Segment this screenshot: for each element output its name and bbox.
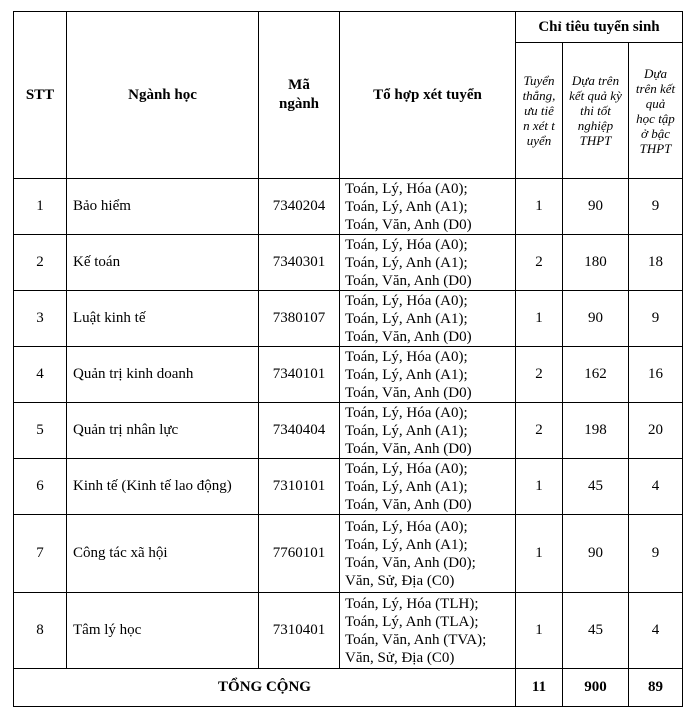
combo-line: Toán, Lý, Anh (A1); (345, 310, 468, 327)
cell-stt: 1 (14, 179, 67, 235)
cell-hoc-ba: 9 (629, 515, 683, 593)
header-stt: STT (14, 12, 67, 179)
cell-ma-nganh: 7310401 (259, 593, 340, 669)
combo-line: Toán, Văn, Anh (D0); (345, 554, 476, 571)
cell-tuyen-thang: 1 (516, 291, 563, 347)
cell-thi-thpt: 45 (563, 459, 629, 515)
combo-line: Văn, Sử, Địa (C0) (345, 572, 455, 589)
cell-stt: 6 (14, 459, 67, 515)
cell-ma-nganh: 7340301 (259, 235, 340, 291)
admission-table-wrapper (13, 11, 683, 707)
cell-ma-nganh: 7310101 (259, 459, 340, 515)
table-row (14, 235, 683, 291)
combo-line: Toán, Văn, Anh (D0) (345, 328, 472, 345)
cell-stt: 3 (14, 291, 67, 347)
total-hoc-ba: 89 (629, 669, 683, 707)
cell-ma-nganh: 7760101 (259, 515, 340, 593)
combo-line: Toán, Lý, Hóa (A0); (345, 404, 468, 421)
cell-tuyen-thang: 2 (516, 235, 563, 291)
combo-line: Toán, Lý, Hóa (A0); (345, 460, 468, 477)
cell-to-hop (340, 459, 516, 515)
cell-ma-nganh: 7340204 (259, 179, 340, 235)
cell-tuyen-thang: 1 (516, 515, 563, 593)
cell-hoc-ba: 4 (629, 459, 683, 515)
cell-tuyen-thang: 1 (516, 593, 563, 669)
cell-stt: 2 (14, 235, 67, 291)
cell-stt: 4 (14, 347, 67, 403)
cell-nganh-hoc: Quản trị kinh doanh (67, 347, 259, 403)
combo-line: Toán, Lý, Anh (A1); (345, 254, 468, 271)
total-row (14, 669, 683, 707)
combo-line: Toán, Lý, Anh (TLA); (345, 613, 479, 630)
header-nganh-hoc: Ngành học (67, 12, 259, 179)
cell-ma-nganh: 7380107 (259, 291, 340, 347)
cell-to-hop (340, 179, 516, 235)
cell-thi-thpt: 198 (563, 403, 629, 459)
cell-to-hop (340, 403, 516, 459)
admission-quota-table (13, 11, 683, 707)
cell-to-hop (340, 291, 516, 347)
cell-stt: 5 (14, 403, 67, 459)
cell-tuyen-thang: 1 (516, 179, 563, 235)
header-tuyen-thang (516, 43, 563, 179)
table-row (14, 515, 683, 593)
header-hoc-ba-label: Dựa trên kết quả học tập ở bậc THPT (635, 65, 676, 156)
cell-hoc-ba: 18 (629, 235, 683, 291)
cell-tuyen-thang: 2 (516, 347, 563, 403)
cell-stt: 7 (14, 515, 67, 593)
combo-line: Toán, Lý, Hóa (A0); (345, 518, 468, 535)
cell-thi-thpt: 45 (563, 593, 629, 669)
combo-line: Toán, Lý, Hóa (A0); (345, 292, 468, 309)
combo-line: Văn, Sử, Địa (C0) (345, 649, 455, 666)
combo-line: Toán, Văn, Anh (D0) (345, 384, 472, 401)
cell-thi-thpt: 162 (563, 347, 629, 403)
cell-hoc-ba: 16 (629, 347, 683, 403)
cell-thi-thpt: 90 (563, 291, 629, 347)
table-row (14, 179, 683, 235)
table-row (14, 347, 683, 403)
combo-line: Toán, Lý, Anh (A1); (345, 422, 468, 439)
cell-hoc-ba: 9 (629, 291, 683, 347)
cell-nganh-hoc: Kinh tế (Kinh tế lao động) (67, 459, 259, 515)
cell-to-hop (340, 515, 516, 593)
cell-thi-thpt: 90 (563, 179, 629, 235)
cell-nganh-hoc: Công tác xã hội (67, 515, 259, 593)
header-to-hop: Tổ hợp xét tuyển (340, 12, 516, 179)
cell-hoc-ba: 20 (629, 403, 683, 459)
total-thi-thpt: 900 (563, 669, 629, 707)
cell-to-hop (340, 347, 516, 403)
combo-line: Toán, Lý, Hóa (A0); (345, 236, 468, 253)
cell-nganh-hoc: Luật kinh tế (67, 291, 259, 347)
combo-line: Toán, Văn, Anh (D0) (345, 216, 472, 233)
combo-line: Toán, Lý, Anh (A1); (345, 536, 468, 553)
table-row (14, 403, 683, 459)
header-thi-thpt-label: Dựa trên kết quả kỳ thi tốt nghiệp THPT (569, 73, 622, 148)
table-body (14, 179, 683, 707)
cell-to-hop (340, 593, 516, 669)
combo-line: Toán, Lý, Anh (A1); (345, 478, 468, 495)
combo-line: Toán, Lý, Hóa (A0); (345, 180, 468, 197)
cell-nganh-hoc: Kế toán (67, 235, 259, 291)
cell-ma-nganh: 7340101 (259, 347, 340, 403)
combo-line: Toán, Lý, Hóa (TLH); (345, 595, 479, 612)
header-thi-thpt (563, 43, 629, 179)
cell-nganh-hoc: Tâm lý học (67, 593, 259, 669)
combo-line: Toán, Văn, Anh (D0) (345, 440, 472, 457)
cell-nganh-hoc: Bảo hiểm (67, 179, 259, 235)
cell-ma-nganh: 7340404 (259, 403, 340, 459)
header-ma-nganh-label: Mã ngành (278, 77, 320, 112)
header-tuyen-thang-label: Tuyển thẳng, ưu tiên xét tuyển (522, 73, 556, 148)
table-row (14, 459, 683, 515)
cell-tuyen-thang: 1 (516, 459, 563, 515)
total-tuyen-thang: 11 (516, 669, 563, 707)
cell-tuyen-thang: 2 (516, 403, 563, 459)
table-row (14, 291, 683, 347)
combo-line: Toán, Lý, Hóa (A0); (345, 348, 468, 365)
cell-stt: 8 (14, 593, 67, 669)
combo-line: Toán, Lý, Anh (A1); (345, 198, 468, 215)
combo-line: Toán, Văn, Anh (D0) (345, 272, 472, 289)
combo-line: Toán, Văn, Anh (TVA); (345, 631, 487, 648)
total-label: TỔNG CỘNG (14, 669, 516, 707)
header-chi-tieu: Chỉ tiêu tuyển sinh (516, 12, 683, 43)
cell-thi-thpt: 90 (563, 515, 629, 593)
cell-thi-thpt: 180 (563, 235, 629, 291)
header-hoc-ba (629, 43, 683, 179)
header-ma-nganh (259, 12, 340, 179)
cell-to-hop (340, 235, 516, 291)
cell-hoc-ba: 4 (629, 593, 683, 669)
combo-line: Toán, Văn, Anh (D0) (345, 496, 472, 513)
cell-nganh-hoc: Quản trị nhân lực (67, 403, 259, 459)
cell-hoc-ba: 9 (629, 179, 683, 235)
table-row (14, 593, 683, 669)
combo-line: Toán, Lý, Anh (A1); (345, 366, 468, 383)
